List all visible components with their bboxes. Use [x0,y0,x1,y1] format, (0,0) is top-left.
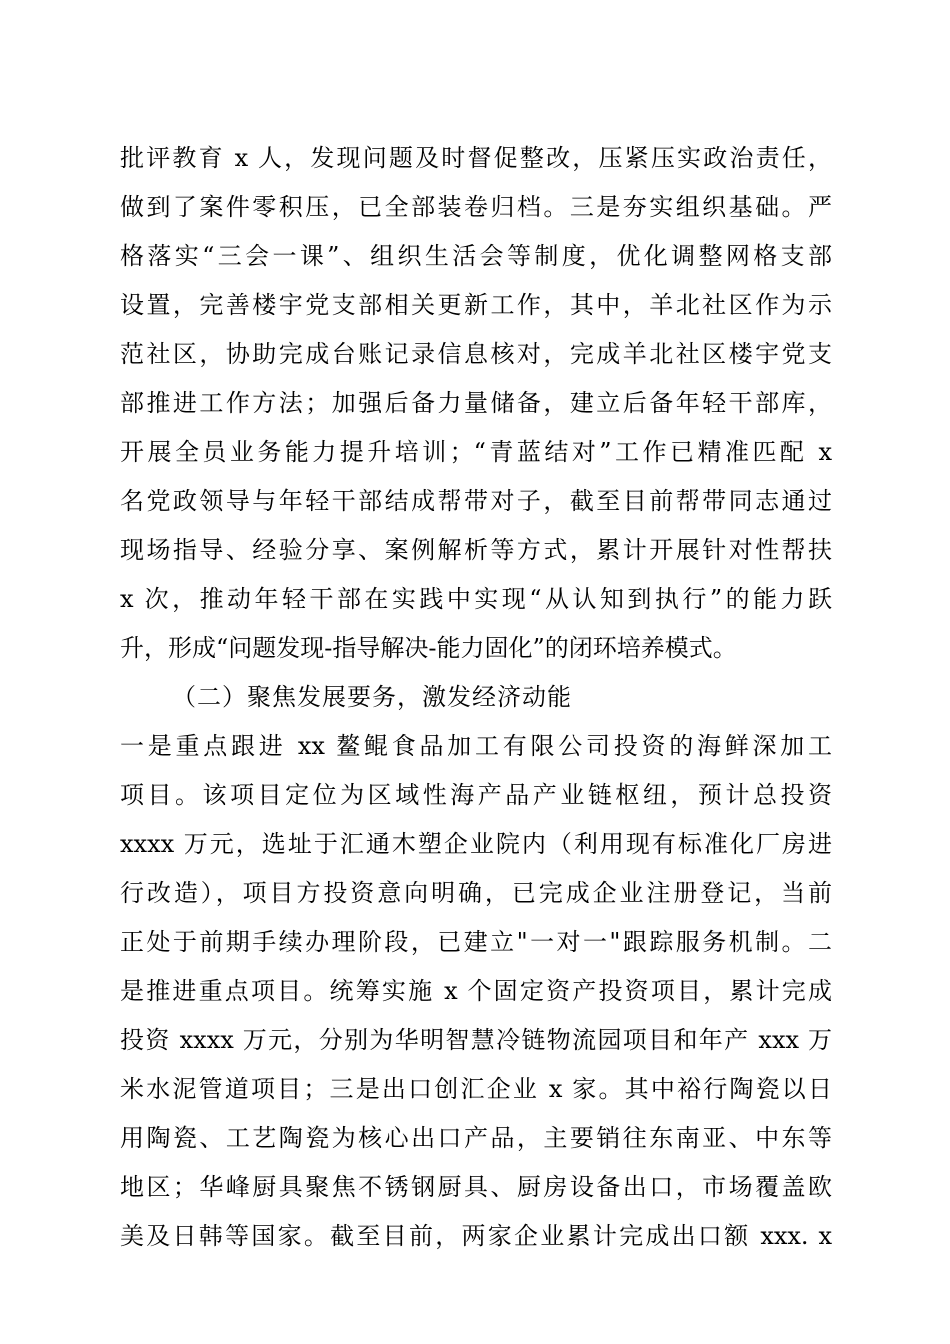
paragraph-1-line-9: 现场指导、经验分享、案例解析等方式，累计开展针对性帮扶 [120,536,832,564]
paragraph-2-line-5: 正处于前期手续办理阶段，已建立"一对一"跟踪服务机制。二 [120,928,832,956]
paragraph-1-line-6: 部推进工作方法；加强后备力量储备，建立后备年轻干部库， [120,389,832,417]
paragraph-1-line-5: 范社区，协助完成台账记录信息核对，完成羊北社区楼宇党支 [120,340,832,368]
paragraph-2-line-1: 一是重点跟进 xx 鳌鲲食品加工有限公司投资的海鲜深加工 [120,732,832,760]
paragraph-1-line-11: 升，形成“问题发现-指导解决-能力固化”的闭环培养模式。 [120,634,737,662]
paragraph-2-line-8: 米水泥管道项目；三是出口创汇企业 x 家。其中裕行陶瓷以日 [120,1075,832,1103]
paragraph-2-line-6: 是推进重点项目。统筹实施 x 个固定资产投资项目，累计完成 [120,977,832,1005]
section-heading: （二）聚焦发展要务，激发经济动能 [172,683,572,711]
paragraph-1-line-1: 批评教育 x 人，发现问题及时督促整改，压紧压实政治责任， [120,144,832,172]
paragraph-1-line-3: 格落实“三会一课”、组织生活会等制度，优化调整网格支部 [120,242,832,270]
paragraph-2-line-11: 美及日韩等国家。截至目前，两家企业累计完成出口额 xxx. x [120,1222,832,1250]
paragraph-2-line-9: 用陶瓷、工艺陶瓷为核心出口产品，主要销往东南亚、中东等 [120,1124,832,1152]
paragraph-2-line-3: xxxx 万元，选址于汇通木塑企业院内（利用现有标准化厂房进 [120,830,832,858]
paragraph-1-line-7: 开展全员业务能力提升培训；“青蓝结对”工作已精准匹配 x [120,438,832,466]
paragraph-2-line-4: 行改造），项目方投资意向明确，已完成企业注册登记，当前 [120,879,832,907]
paragraph-2-line-7: 投资 xxxx 万元，分别为华明智慧冷链物流园项目和年产 xxx 万 [120,1026,832,1054]
paragraph-1-line-2: 做到了案件零积压，已全部装卷归档。三是夯实组织基础。严 [120,193,832,221]
paragraph-2-line-10: 地区；华峰厨具聚焦不锈钢厨具、厨房设备出口，市场覆盖欧 [120,1173,832,1201]
paragraph-1-line-4: 设置，完善楼宇党支部相关更新工作，其中，羊北社区作为示 [120,291,832,319]
paragraph-2-line-2: 项目。该项目定位为区域性海产品产业链枢纽，预计总投资 [120,781,832,809]
paragraph-1-line-10: x 次，推动年轻干部在实践中实现“从认知到执行”的能力跃 [120,585,832,613]
paragraph-1-line-8: 名党政领导与年轻干部结成帮带对子，截至目前帮带同志通过 [120,487,832,515]
